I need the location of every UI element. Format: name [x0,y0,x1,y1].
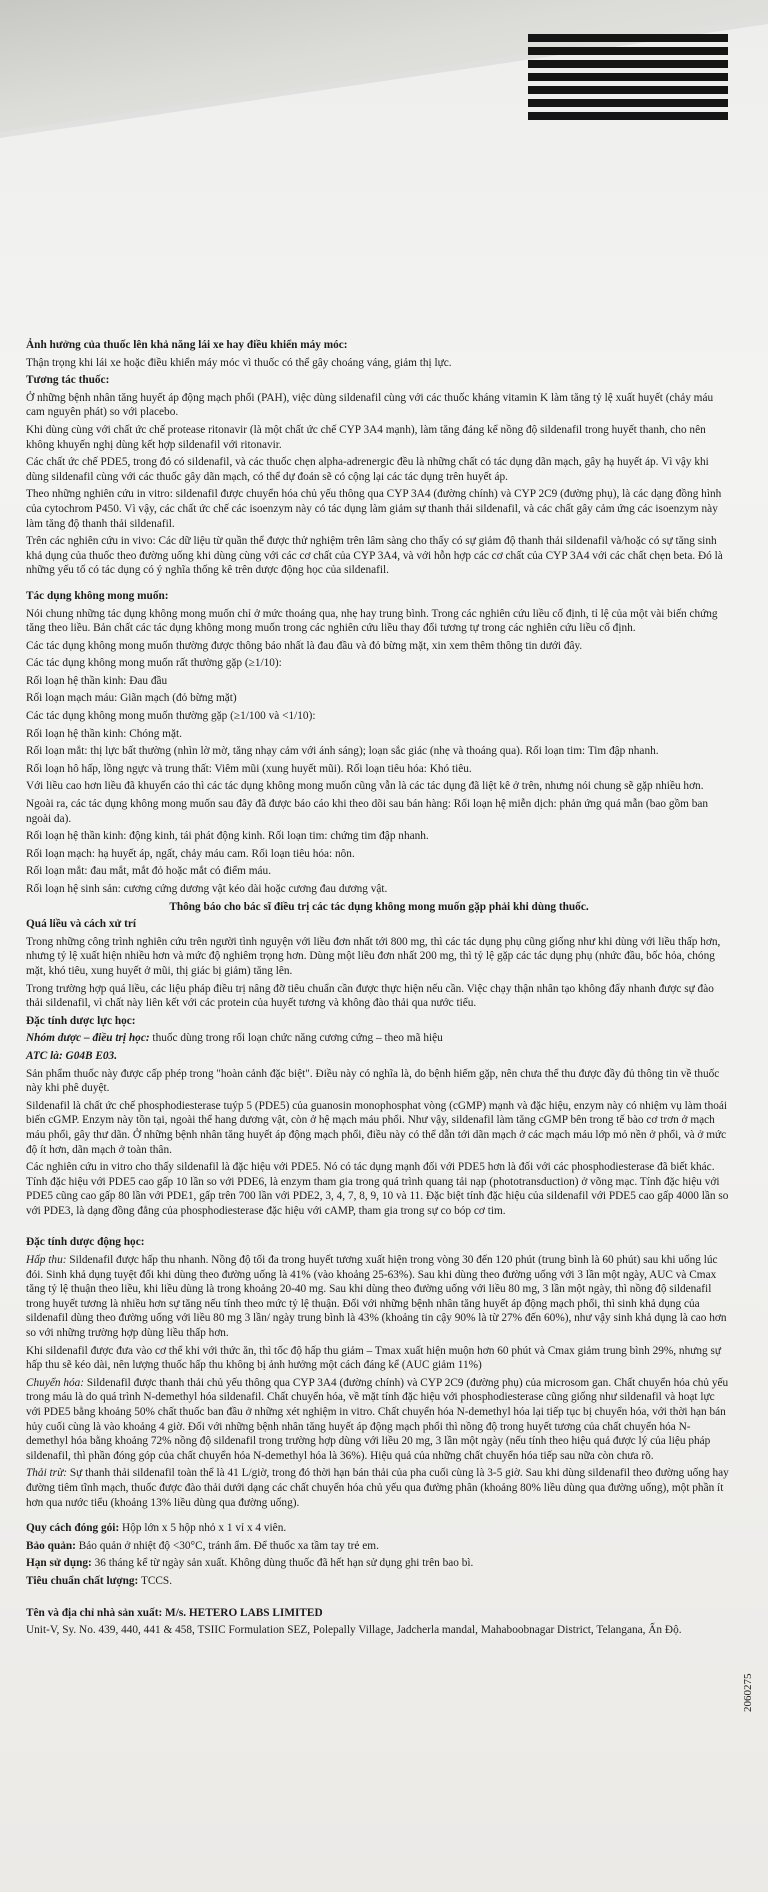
barcode-stripes [528,34,728,126]
packaging-line [26,1521,732,1536]
pharmacokinetics-food: Khi sildenafil được đưa vào cơ thể khi với thức ăn, thì tốc độ hấp thu giảm – Tmax xuất hiện muộn hơn 60 phút và Cmax giảm trung bình 29%, nhưng sự hấp thu sẽ kéo dài, nên lượng thuốc hấp thu không bị ảnh hưởng một cách đáng kể (AUC giảm 11%) [26,1344,721,1372]
adverse-p6: Các tác dụng không mong muốn thường gặp (≥1/100 và <1/10): [26,710,316,723]
quality-line [26,1574,732,1589]
storage-label: Bảo quản: [26,1539,76,1552]
pharmacodynamics-group-text: thuốc dùng trong rối loạn chức năng cương cứng – theo mã hiệu [149,1032,443,1045]
elimination-label: Thải trừ: [26,1467,68,1480]
adverse-p15: Rối loạn hệ sinh sản: cương cứng dương vật kéo dài hoặc cương đau dương vật. [26,883,388,895]
adverse-p11: Ngoài ra, các tác dụng không mong muốn sau đây đã được báo cáo khi theo dõi sau bán hàng: Rối loạn hệ miễn dịch: phản ứng quá mẫn (bao gồm ban ngoài da). [26,798,709,825]
storage-text: Bảo quản ở nhiệt độ <30°C, tránh ẩm. Để thuốc xa tầm tay trẻ em. [75,1539,379,1552]
overdose-title: Quá liều và cách xử trí [26,918,137,931]
side-code: 2060275 [742,1673,754,1712]
adverse-p3: Các tác dụng không mong muốn rất thường gặp (≥1/10): [26,657,282,670]
pharmacokinetics-metabolism [26,1376,732,1464]
adverse-p5: Rối loạn mạch máu: Giãn mạch (đỏ bừng mặt) [26,692,237,705]
adverse-p12: Rối loạn hệ thần kinh: động kinh, tái phát động kinh. Rối loạn tim: chứng tim đập nhanh. [26,830,429,843]
manufacturer-title: Tên và địa chỉ nhà sản xuất: M/s. HETERO LABS LIMITED [26,1606,323,1619]
overdose-p1: Trong những công trình nghiên cứu trên người tình nguyện với liều đơn nhất tới 800 mg, thì các tác dụng phụ cũng giống như khi dùng với liều thấp hơn, nhưng tỷ lệ xuất hiện nhiều hơn và mức độ nghiêm trọng hơn. Dùng một liều đơn nhất 200 mg, thì tỷ lệ gặp các tác dụng phụ (nhức đầu, bốc hỏa, chóng mặt, khó tiêu, xung huyết ở mũi, thị giác bị giảm) tăng lên. [26,935,721,977]
interactions-p5: Trên các nghiên cứu in vivo: Các dữ liệu từ quần thể được thử nghiệm trên lâm sàng cho thấy có sự giảm độ thanh thải sildenafil và/hoặc có sự tăng sinh khả dụng của thuốc theo đường uống khi dùng cùng với các cơ chất của CYP 3A4, và với hỗn hợp các cơ chất của CYP 3A4 với các chất chẹn beta. Đó là những yếu tố có tác dụng có ý nghĩa thống kê trên dược động học của sildenafil. [26,535,723,577]
pharmacodynamics-atc: ATC là: G04B E03. [26,1049,118,1062]
shelf-life-text: 36 tháng kể từ ngày sản xuất. Không dùng thuốc đã hết hạn sử dụng ghi trên bao bì. [91,1557,474,1570]
elimination-text: Sự thanh thải sildenafil toàn thể là 41 L/giờ, trong đó thời hạn bán thải của pha cuối cùng là 3-5 giờ. Sau khi dùng sildenafil theo đường uống hay đường tiêm tĩnh mạch, thuốc được đào thải dưới dạng các chất chuyển hóa chủ yếu qua đường phân (khoảng 80% liều dùng qua đường uống), một phần ít hơn qua nước tiểu (khoảng 13% liều dùng qua đường uống). [26,1467,729,1509]
adverse-p1: Nói chung những tác dụng không mong muốn chỉ ở mức thoáng qua, nhẹ hay trung bình. Trong các nghiên cứu liều cố định, tỉ lệ của một vài biến chứng tăng theo liều. Bản chất các tác dụng không mong muốn trong các nghiên cứu liều thay đổi tương tự trong các nghiên cứu liều cố định. [26,607,718,635]
adverse-p14: Rối loạn mắt: đau mắt, mắt đỏ hoặc mắt có điểm máu. [26,865,272,878]
interactions-p2: Khi dùng cùng với chất ức chế protease ritonavir (là một chất ức chế CYP 3A4 mạnh), làm tăng đáng kể nồng độ sildenafil trong huyết thanh, cho nên không khuyến nghị dùng kết hợp sildenafil với ritonavir. [26,423,706,451]
packaging-label: Quy cách đóng gói: [26,1522,120,1535]
adverse-p13: Rối loạn mạch: hạ huyết áp, ngất, chảy máu cam. Rối loạn tiêu hóa: nôn. [26,847,355,860]
interactions-p3: Các chất ức chế PDE5, trong đó có sildenafil, và các thuốc chẹn alpha-adrenergic đều là những chất có tác dụng dãn mạch, gây hạ huyết áp. Vì vậy khi dùng sildenafil cùng với các thuốc gây dãn mạch, có thể dự đoán sẽ có cộng lại các tác dụng trên huyết áp. [26,456,709,483]
quality-text: TCCS. [138,1574,173,1587]
pharmacodynamics-title: Đặc tính dược lực học: [26,1014,136,1027]
overdose-p2: Trong trường hợp quá liều, các liệu pháp điều trị nâng đỡ tiêu chuẩn cần được thực hiện nếu cần. Việc chạy thận nhân tạo không đẩy nhanh được sự đào thải sildenafil, vì chất này liên kết với các protein của huyết tương và không đào thải qua nước tiểu. [26,982,714,1010]
interactions-p4: Theo những nghiên cứu in vitro: sildenafil được chuyển hóa chủ yếu thông qua CYP 3A4 (đường chính) và CYP 2C9 (đường phụ), là các dạng đồng hình của cytochrom P450. Vì vậy, các chất ức chế các isoenzym này có tác dụng làm giảm sự thanh thải sildenafil, và các chất gây cảm ứng các isoenzym này làm tăng độ thanh thải sildenafil. [26,488,722,530]
interactions-p1: Ở những bệnh nhân tăng huyết áp động mạch phổi (PAH), việc dùng sildenafil cùng với các thuốc kháng vitamin K làm tăng tỷ lệ xuất huyết (chảy máu cam nguyên phát) so với placebo. [26,391,714,419]
pharmacodynamics-p2: Sildenafil là chất ức chế phosphodiesterase tuýp 5 (PDE5) của guanosin monophosphat vòng (cGMP) mạnh và đặc hiệu, enzym này có nhiệm vụ làm thoái biến cGMP. Enzym này tồn tại, ngoài thể hang dương vật, còn ở hệ mạch máu phổi. Như vậy, sildenafil làm tăng cGMP bên trong tế bào cơ trơn ở mạch máu phổi, gây thư dãn. Ở những bệnh nhân tăng huyết áp động mạch phổi, điều này có thể dẫn tới dãn mạch ở các mạch máu lớp mỏ nền ở phổi, và ở mức độ ít hơn, dãn mạch ở toàn thân. [26,1099,728,1156]
adverse-p4: Rối loạn hệ thần kinh: Đau đầu [26,674,168,687]
pharmacodynamics-p1: Sản phẩm thuốc này được cấp phép trong "hoàn cảnh đặc biệt". Điều này có nghĩa là, do bệnh hiếm gặp, nên chưa thể thu được đầy đủ thông tin về thuốc này khi phê duyệt. [26,1067,720,1095]
driving-text: Thận trọng khi lái xe hoặc điều khiển máy móc vì thuốc có thể gây choáng váng, giảm thị lực. [26,356,452,369]
adverse-p8: Rối loạn mắt: thị lực bất thường (nhìn lờ mờ, tăng nhạy cảm với ánh sáng); loạn sắc giác (nhẹ và thoáng qua). Rối loạn tim: Tim đập nhanh. [26,745,659,758]
manufacturer-address: Unit-V, Sy. No. 439, 440, 441 & 458, TSIIC Formulation SEZ, Polepally Village, Jadcherla mandal, Mahaboobnagar District, Telangana, Ấn Độ. [26,1624,682,1637]
shelf-life-line [26,1556,732,1571]
metabolism-label: Chuyển hóa: [26,1376,85,1389]
pharmacodynamics-group [26,1031,732,1046]
quality-label: Tiêu chuẩn chất lượng: [26,1574,139,1587]
absorption-label: Hấp thu: [26,1254,67,1267]
absorption-text: Sildenafil được hấp thu nhanh. Nồng độ tối đa trong huyết tương xuất hiện trong vòng 30 đến 120 phút (trung bình là 60 phút) sau khi uống lúc đói. Sinh khả dụng tuyệt đối khi dùng theo đường uống là 41% (vào khoảng 25-63%). Sau khi dùng theo đường uống với 3 lần một ngày, AUC và Cmax tăng tỷ lệ thuận theo liều, khi liều dùng là trong khoảng 20-40 mg. Sau khi dùng theo đường uống với liều 80 mg, 3 lần một ngày, thì nồng độ sildenafil trong huyết tương là nhiều hơn sự tăng nếu tính theo mức tỷ lệ thuận. Đối với những bệnh nhân tăng huyết áp động mạch phổi, thì sinh khả dụng của sildenafil dùng theo đường uống với liều 80 mg 3 lần/ ngày trung bình là 43% (khoảng tin cậy 90% là từ 27% đến 60%), như vậy sinh khả dụng là cao hơn so với những trường hợp dùng liều thấp hơn. [26,1254,727,1340]
pharmacokinetics-elimination [26,1466,732,1510]
metabolism-text: Sildenafil được thanh thải chủ yếu thông qua CYP 3A4 (đường chính) và CYP 2C9 (đường phụ) của microsom gan. Chất chuyển hóa chủ yếu trong máu là do quá trình N-demethyl hóa sildenafil. Chất chuyển hóa, về mặt tính đặc hiệu với phosphodiesterase cũng giống như sildenafil và hoạt lực với PDE5 bằng khoảng 50% chất thuốc ban đầu ở những xét nghiệm in vitro. Chất chuyển hóa N-demethyl hóa lại tiếp tục bị chuyển hóa, với thời hạn bán hủy cuối cùng là vào khoảng 4 giờ. Đối với những bệnh nhân tăng huyết áp động mạch phổi thì nồng độ trong huyết tương của chất chuyển hóa N-demethyl hóa bằng khoảng 72% nồng độ sildenafil trong trường hợp dùng với liều 20 mg, 3 lần một ngày (nếu tính theo hiệu quả được lý của liệu pháp sildenafil, thì phần đóng góp của chất chuyển hóa N-demethyl hóa là 36%). Hiệu quả của những chất chuyển hóa tiếp sau nữa còn chưa rõ. [26,1376,729,1462]
leaflet-content [26,338,732,1641]
interactions-title: Tương tác thuốc: [26,374,110,387]
adverse-p7: Rối loạn hệ thần kinh: Chóng mặt. [26,727,182,740]
driving-title: Ảnh hưởng của thuốc lên khả năng lái xe hay điều khiển máy móc: [26,339,348,351]
adverse-p9: Rối loạn hô hấp, lồng ngực và trung thất: Viêm mũi (xung huyết mũi). Rối loạn tiêu hóa: Khó tiêu. [26,762,472,775]
adverse-p10: Với liều cao hơn liều đã khuyến cáo thì các tác dụng không mong muốn cũng vẫn là các tác dụng đã liệt kê ở trên, nhưng nói chung sẽ gặp nhiều hơn. [26,780,704,793]
storage-line [26,1539,732,1554]
pharmacodynamics-p3: Các nghiên cứu in vitro cho thấy sildenafil là đặc hiệu với PDE5. Nó có tác dụng mạnh đối với PDE5 hơn là đối với các phosphodiesterase đã biết khác. Tính đặc hiệu với PDE5 cao gấp 10 lần so với PDE6, là enzym tham gia trong quá trình quang tải nạp (phototransduction) ở võng mạc. Tính đặc hiệu với PDE5 cũng cao gấp 80 lần với PDE1, gấp trên 700 lần với PDE2, 3, 4, 7, 8, 9, 10 và 11. Đặc biệt tính đặc hiệu của sildenafil với PDE5 cao gấp 4000 lần so với PDE3, là dạng đồng đẳng của phosphodiesterase đặc hiệu với cAMP, tham gia trong sự co bóp cơ tim. [26,1161,729,1217]
pharmacodynamics-group-label: Nhóm dược – điều trị học: [26,1032,150,1045]
adverse-notice: Thông báo cho bác sĩ điều trị các tác dụng không mong muốn gặp phải khi dùng thuốc. [169,900,589,913]
packaging-text: Hộp lớn x 5 hộp nhỏ x 1 vỉ x 4 viên. [119,1522,287,1535]
adverse-title: Tác dụng không mong muốn: [26,589,169,602]
shelf-life-label: Hạn sử dụng: [26,1557,92,1570]
pharmacokinetics-title: Đặc tính dược động học: [26,1236,145,1249]
adverse-p2: Các tác dụng không mong muốn thường được thông báo nhất là đau đầu và đỏ bừng mặt, xin xem thêm thông tin dưới đây. [26,639,583,652]
pharmacokinetics-absorption [26,1253,732,1341]
